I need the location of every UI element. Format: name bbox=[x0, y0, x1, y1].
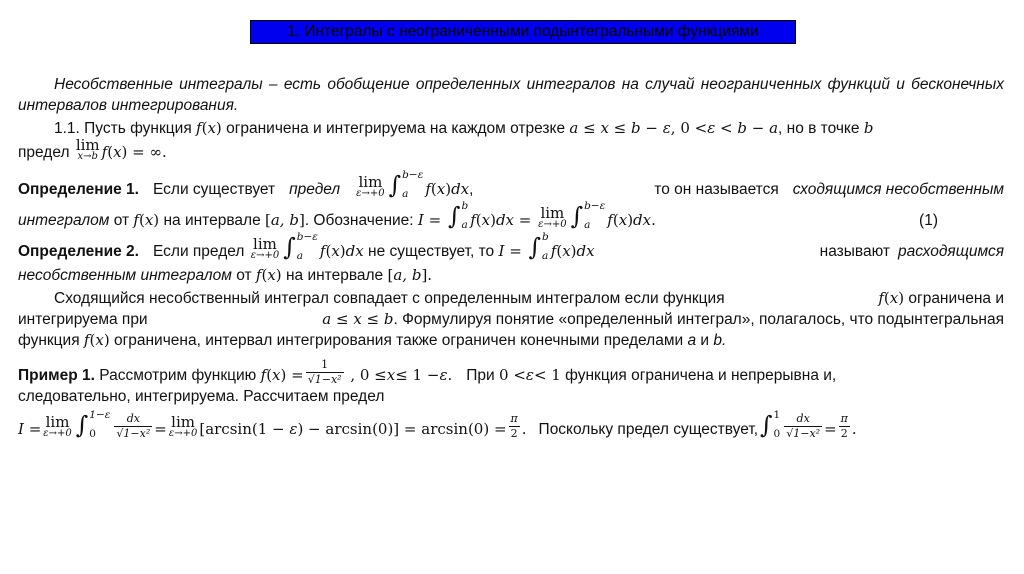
ex-text-d: следовательно, интегрируема. Рассчитаем предел bbox=[18, 388, 385, 405]
p11-text-a: 1.1. Пусть функция bbox=[54, 120, 192, 137]
slide-body bbox=[18, 74, 1004, 440]
math-frac-fx: $\frac{1}{\text{√1−x²}}$ bbox=[307, 358, 342, 386]
def2-text-e: несобственным интегралом bbox=[18, 267, 232, 284]
math-def1-formula: I bbox=[417, 211, 424, 229]
math-integral: ∫ b−ε a bbox=[388, 169, 424, 200]
def2-line1: Определение 2. Если предел lim ε→+0 ∫ b−ε a f ( x ) dx не существует, то I = ∫ b a f ( x ) dx называют расходящимся bbox=[18, 231, 1004, 262]
ex-text-e: Поскольку предел существует, bbox=[538, 421, 759, 438]
math-arcsin-result: [arcsin(1 − ε) − arcsin(0)] = arcsin(0) = bbox=[199, 420, 507, 438]
p11-text-d: предел bbox=[18, 144, 70, 161]
conv-text-b: ограничена и bbox=[908, 290, 1004, 307]
conv-text-e: функция bbox=[18, 332, 80, 349]
p11-line2: предел lim x→b f ( x ) = ∞. bbox=[18, 136, 167, 162]
def1-text-g: на интервале bbox=[163, 212, 261, 229]
def1-text-h: . Обозначение: bbox=[304, 212, 414, 229]
def1-text-f: от bbox=[113, 212, 130, 229]
ex-text-c: функция ограничена и непрерывна и, bbox=[565, 367, 837, 384]
ex-line3: I = lim ε→+0 ∫ 1−ε 0 $\frac{dx}{\text{√1−x²}}$ = lim ε→+0 [arcsin(1 − ε) − arcsin(0)] = arcsin(0) = $\frac{\pi}{2}$ . Поскольку предел существует, ∫ 1 0 $\frac{dx}{\text{√1−x²}}$ = $\frac{\pi}{2}$ . bbox=[18, 409, 857, 440]
def1-text-a: Если существует bbox=[152, 181, 276, 198]
intro-text: Несобственные интегралы – есть обобщение определенных интегралов на случай неограниченных функций и бесконечных интервалов интегрирования. bbox=[18, 76, 1004, 114]
slide-title: 1. Интегралы с неограниченными подынтегральными функциями bbox=[250, 20, 796, 44]
ex-text-b: При bbox=[466, 367, 495, 384]
conv-text-g: и bbox=[700, 332, 710, 349]
example-label: Пример 1. bbox=[18, 367, 95, 384]
def1-text-e: интегралом bbox=[18, 212, 110, 229]
ex-text-a: Рассмотрим функцию bbox=[99, 367, 257, 384]
def1-line2: интегралом от f ( x ) на интервале [ a, b ] . Обозначение: I = ∫ b a f ( x ) dx = lim ε→+0 ∫ b−ε a f ( x ) dx . (1) bbox=[18, 200, 938, 231]
equation-number: (1) bbox=[919, 212, 938, 229]
def2-text-b: не существует, то bbox=[368, 243, 495, 260]
conv-text-c: интегрируема при bbox=[18, 311, 148, 328]
intro-paragraph bbox=[18, 74, 1004, 116]
def1-text-b: предел bbox=[289, 181, 341, 198]
def2-line2: несобственным интегралом от f ( x ) на интервале [ a, b ]. bbox=[18, 266, 433, 284]
p11-line1: 1.1. Пусть функция f ( x ) ограничена и интегрируема на каждом отрезке a ≤ x ≤ b − ε , 0 < ε < b − a , но в точке b bbox=[54, 119, 874, 137]
p11-text-b: ограничена и интегрируема на каждом отрезке bbox=[226, 120, 566, 137]
ex-line1: Пример 1. Рассмотрим функцию f ( x ) = $\frac{1}{\text{√1−x²}}$ , 0 ≤ x ≤ 1 − ε . При 0 < ε < 1 функция ограничена и непрерывна и, bbox=[18, 358, 837, 386]
conv-text-d: . Формулируя понятие «определенный интеграл», полагалось, что подынтегральная bbox=[393, 311, 1004, 328]
conv-line1: Сходящийся несобственный интеграл совпадает с определенным интегралом если функция f ( x ) ограничена и bbox=[54, 289, 1004, 307]
def2-text-d: расходящимся bbox=[898, 243, 1004, 260]
math-lim-eps: lim ε→+0 bbox=[356, 173, 385, 199]
def1-text-d: сходящимся несобственным bbox=[792, 181, 1004, 198]
def2-text-a: Если предел bbox=[152, 243, 245, 260]
math-fx: f bbox=[196, 119, 202, 137]
def1-label: Определение 1. bbox=[18, 181, 139, 198]
p11-text-c: , но в точке bbox=[778, 120, 860, 137]
def2-text-c: называют bbox=[819, 243, 890, 260]
conv-line3: функция f ( x ) ограничена, интервал интегрирования также ограничен конечными пределами a и b. bbox=[18, 331, 727, 349]
conv-line2: интегрируема при a ≤ x ≤ b . Формулируя понятие «определенный интеграл», полагалось, что подынтегральная bbox=[18, 310, 1004, 328]
math-lim-xb: lim x→b bbox=[75, 136, 100, 162]
def1-text-c: то он называется bbox=[654, 181, 779, 198]
math-interval-cond: a ≤ x ≤ b − ε bbox=[569, 119, 671, 137]
def2-label: Определение 2. bbox=[18, 243, 139, 260]
def2-text-g: на интервале bbox=[285, 267, 384, 284]
def2-text-f: от bbox=[236, 267, 252, 284]
ex-line2 bbox=[18, 386, 1004, 407]
conv-text-a: Сходящийся несобственный интеграл совпадает с определенным интегралом если функция bbox=[54, 290, 725, 307]
def1-line1: Определение 1. Если существует предел lim ε→+0 ∫ b−ε a f ( x ) dx , то он называется сходящимся несобственным bbox=[18, 169, 1004, 200]
conv-text-f: ограничена, интервал интегрирования также ограничен конечными пределами bbox=[113, 332, 684, 349]
